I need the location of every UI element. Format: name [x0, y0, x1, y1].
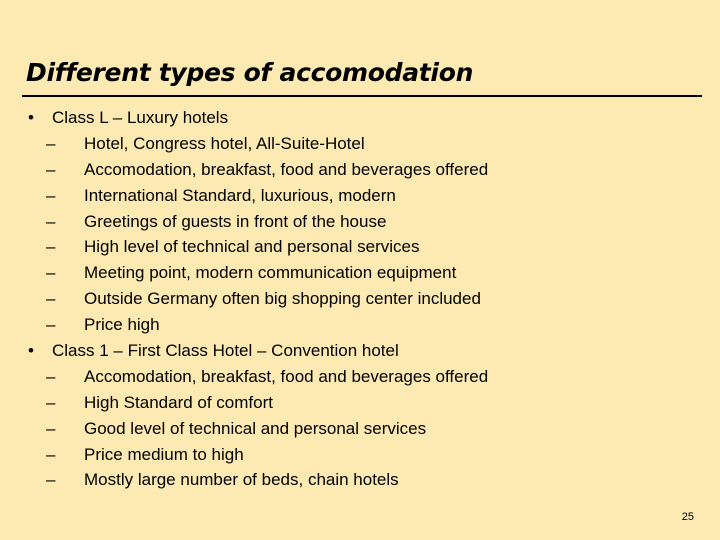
- item-text: Price high: [84, 315, 160, 335]
- dash-icon: –: [46, 392, 56, 412]
- item-text: Accomodation, breakfast, food and beverages offered: [84, 366, 489, 386]
- dash-icon: –: [46, 289, 56, 309]
- item-text: Outside Germany often big shopping center included: [84, 289, 481, 309]
- bullet-item: [0, 105, 720, 131]
- item-text: International Standard, luxurious, modern: [84, 185, 396, 205]
- sub-bullet-item: [0, 157, 720, 183]
- sub-bullet-item: [0, 286, 720, 312]
- sub-bullet-item: [0, 234, 720, 260]
- bullet-icon: •: [28, 108, 34, 127]
- bullet-icon: •: [28, 341, 34, 361]
- sub-bullet-item: [0, 364, 720, 390]
- item-text: Greetings of guests in front of the house: [84, 211, 387, 231]
- dash-icon: –: [46, 444, 56, 464]
- item-text: Price medium to high: [84, 444, 244, 464]
- sub-bullet-item: [0, 416, 720, 442]
- sub-bullet-item: [0, 442, 720, 468]
- dash-icon: –: [46, 366, 56, 386]
- sub-bullet-item: [0, 260, 720, 286]
- item-text: Mostly large number of beds, chain hotels: [84, 470, 399, 490]
- dash-icon: –: [46, 237, 56, 257]
- dash-icon: –: [46, 133, 56, 153]
- item-text: Hotel, Congress hotel, All-Suite-Hotel: [84, 133, 365, 153]
- bullet-item: [0, 338, 720, 364]
- page-number: 25: [681, 511, 694, 523]
- item-text: Class L – Luxury hotels: [52, 108, 229, 127]
- sub-bullet-item: [0, 312, 720, 338]
- sub-bullet-item: [0, 467, 720, 493]
- sub-bullet-item: [0, 183, 720, 209]
- sub-bullet-item: [0, 131, 720, 157]
- title-divider: [22, 95, 702, 97]
- sub-bullet-item: [0, 390, 720, 416]
- dash-icon: –: [46, 315, 56, 335]
- dash-icon: –: [46, 185, 56, 205]
- item-text: High Standard of comfort: [84, 392, 273, 412]
- dash-icon: –: [46, 470, 56, 490]
- item-text: Meeting point, modern communication equipment: [84, 263, 457, 283]
- item-text: Good level of technical and personal services: [84, 418, 427, 438]
- bullet-list: [0, 105, 720, 493]
- item-text: Accomodation, breakfast, food and beverages offered: [84, 159, 489, 179]
- item-text: High level of technical and personal services: [84, 237, 420, 257]
- slide-title: Different types of accomodation: [26, 58, 474, 87]
- dash-icon: –: [46, 418, 56, 438]
- item-text: Class 1 – First Class Hotel – Convention hotel: [52, 341, 399, 361]
- dash-icon: –: [46, 211, 56, 231]
- sub-bullet-item: [0, 209, 720, 235]
- dash-icon: –: [46, 263, 56, 283]
- dash-icon: –: [46, 159, 56, 179]
